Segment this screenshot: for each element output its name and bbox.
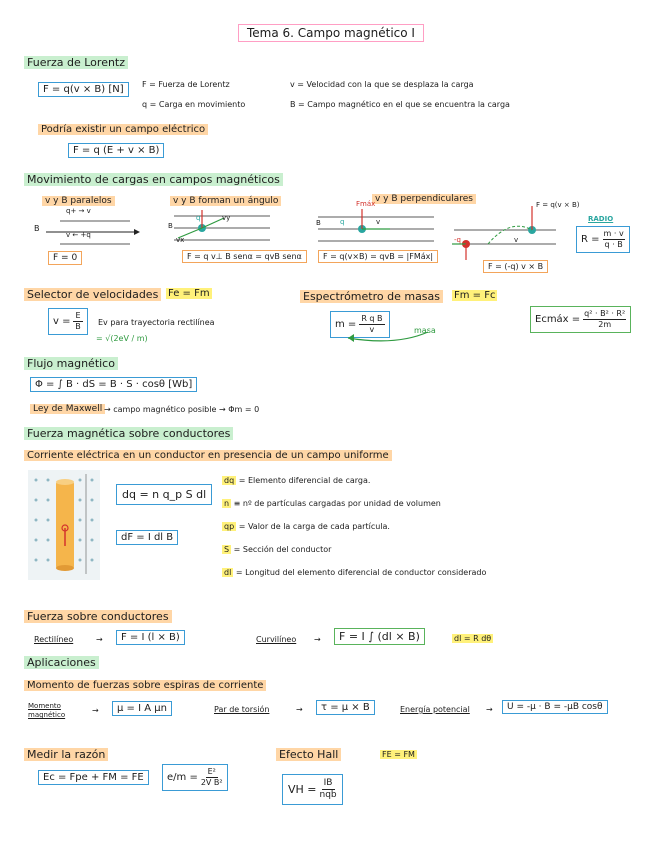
- rectilinear-formula: F = I (l × B): [116, 630, 185, 645]
- case1-b-label: B: [34, 224, 40, 233]
- def-qp: [222, 522, 390, 531]
- def-n-text: ≡ nº de partículas cargadas por unidad de volumen: [231, 499, 441, 508]
- case4-f-label: F = q(v × B): [536, 201, 580, 209]
- rectilinear-arrow: →: [96, 635, 103, 644]
- selector-numerator: E: [75, 311, 81, 320]
- conductors-subheading: Corriente eléctrica en un conductor en presencia de un campo uniforme: [24, 450, 392, 461]
- def-s-key: S: [224, 545, 230, 554]
- case1-result: F = 0: [48, 251, 82, 265]
- spectrometer-heading: Espectrómetro de masas: [300, 290, 443, 303]
- radius-numerator: m · v: [603, 229, 624, 238]
- curvilinear-arrow: →: [314, 635, 321, 644]
- torque-heading: Momento de fuerzas sobre espiras de corriente: [24, 680, 266, 691]
- ec-max-left: Ecmáx =: [535, 314, 581, 325]
- def-dq-text: = Elemento diferencial de carga.: [236, 476, 371, 485]
- case3-fmax-label: Fmáx: [356, 200, 376, 208]
- electric-formula: F = q (E + v × B): [68, 143, 164, 158]
- ec-max-denominator: 2m: [598, 320, 612, 329]
- radius-formula-box: [576, 226, 630, 253]
- ratio-energy-eq: Ec = Fpe + FM = FE: [38, 770, 149, 785]
- def-s: [222, 545, 331, 554]
- lorentz-def-b: B = Campo magnético en el que se encuentra la carga: [290, 100, 510, 109]
- df-formula: dF = I dl B: [116, 530, 178, 545]
- curvilinear-label: Curvilíneo: [256, 635, 297, 644]
- mass-arrow-label: masa: [414, 326, 436, 335]
- case2-result: F = q v⊥ B senα = qvB senα: [182, 250, 307, 263]
- case2-q-label: q: [196, 214, 201, 222]
- flux-heading: Flujo magnético: [24, 357, 118, 370]
- torsion-label: Par de torsión: [214, 705, 270, 714]
- energy-formula: U = -μ · B = -μB cosθ: [502, 700, 608, 714]
- page-title: Tema 6. Campo magnético I: [238, 24, 424, 42]
- def-dl-key: dl: [224, 568, 232, 577]
- def-n: [222, 499, 441, 508]
- maxwell-rest: → campo magnético posible → Φm = 0: [104, 405, 260, 414]
- force-conductors-heading: Fuerza sobre conductores: [24, 610, 172, 623]
- lorentz-def-v: v = Velocidad con la que se desplaza la carga: [290, 80, 474, 89]
- ratio-denominator: 2V B²: [200, 778, 223, 787]
- hall-formula-box: [282, 774, 343, 805]
- case1-title: v y B paralelos: [42, 196, 115, 206]
- case4-result: F = (-q) v × B: [483, 260, 548, 273]
- selector-formula-left: v =: [53, 316, 71, 327]
- movement-heading: Movimiento de cargas en campos magnéticos: [24, 173, 283, 186]
- radius-label: RADIO: [588, 215, 614, 223]
- torsion-formula: τ = μ × B: [316, 700, 375, 715]
- moment-formula: μ = I A μn: [112, 701, 172, 716]
- selector-equality: Fe = Fm: [168, 288, 210, 299]
- moment-label-line1: Momento: [28, 702, 61, 710]
- maxwell-label: Ley de Maxwell: [30, 404, 105, 414]
- spectrometer-denominator: v: [369, 325, 375, 334]
- hall-numerator: IB: [323, 778, 333, 788]
- selector-formula-box: [48, 308, 88, 335]
- case3-q-label: q: [340, 218, 345, 226]
- spectrometer-equality: Fm = Fc: [454, 290, 496, 301]
- ratio-numerator: E²: [207, 767, 216, 776]
- case1-row2: v ← +q: [66, 231, 91, 239]
- dq-formula: dq = n q_p S dl: [116, 484, 212, 505]
- electric-field-note: Podría existir un campo eléctrico: [38, 124, 208, 135]
- def-dq-key: dq: [224, 476, 235, 485]
- torsion-arrow: →: [296, 705, 303, 714]
- ratio-em-left: e/m =: [167, 772, 198, 783]
- def-qp-text: = Valor de la carga de cada partícula.: [236, 522, 390, 531]
- case4-v-label: v: [514, 236, 519, 244]
- lorentz-def-q: q = Carga en movimiento: [142, 100, 246, 109]
- selector-denominator: B: [75, 322, 81, 331]
- def-dl-text: = Longitud del elemento diferencial de conductor considerado: [233, 568, 487, 577]
- energy-arrow: →: [486, 705, 493, 714]
- hall-formula-left: VH =: [288, 783, 317, 796]
- hall-denominator: nqb: [319, 790, 337, 800]
- case3-title: v y B perpendiculares: [372, 194, 476, 204]
- case3-v-label: v: [376, 218, 381, 226]
- radius-denominator: q · B: [604, 240, 623, 249]
- case2-vx-label: vx: [176, 236, 185, 244]
- lorentz-heading: Fuerza de Lorentz: [24, 56, 128, 69]
- case4-diagram: [448, 200, 560, 262]
- selector-alt: = √(2eV / m): [96, 334, 148, 343]
- ec-max-numerator: q² · B² · R²: [584, 309, 626, 318]
- case2-title: v y B forman un ángulo: [170, 196, 281, 206]
- def-s-text: = Sección del conductor: [231, 545, 332, 554]
- flux-formula: Φ = ∫ B · dS = B · S · cosθ [Wb]: [30, 377, 197, 392]
- rectilinear-label: Rectilíneo: [34, 635, 74, 644]
- def-dq: [222, 476, 370, 485]
- selector-heading: Selector de velocidades: [24, 288, 161, 301]
- case3-diagram: [314, 205, 440, 249]
- conductors-heading: Fuerza magnética sobre conductores: [24, 427, 233, 440]
- conductor-illustration: [28, 470, 100, 580]
- applications-heading: Aplicaciones: [24, 656, 99, 669]
- case3-result: F = q(v×B) = qvB = |FMáx|: [318, 250, 438, 263]
- moment-arrow: →: [92, 706, 99, 715]
- radius-formula-left: R =: [581, 234, 600, 245]
- case4-q-label: -q: [454, 236, 461, 244]
- spectrometer-formula-left: m =: [335, 319, 357, 330]
- conductor-drawing: [28, 470, 100, 580]
- energy-label: Energía potencial: [400, 705, 470, 714]
- def-n-key: n: [224, 499, 230, 508]
- spectrometer-numerator: R q B: [361, 314, 383, 323]
- hall-equality: FE = FM: [382, 750, 415, 759]
- moment-label: [28, 702, 65, 720]
- hall-heading: Efecto Hall: [276, 748, 341, 761]
- lorentz-def-f: F = Fuerza de Lorentz: [142, 80, 230, 89]
- case3-b-label: B: [316, 219, 321, 227]
- curvilinear-formula: F = I ∫ (dl × B): [334, 628, 425, 645]
- dl-note: dl = R dθ: [454, 634, 492, 643]
- selector-note: Ev para trayectoria rectilínea: [98, 318, 215, 327]
- ratio-heading: Medir la razón: [24, 748, 108, 761]
- def-dl: [222, 568, 486, 577]
- case2-vy-label: vy: [222, 214, 231, 222]
- ratio-em-box: [162, 764, 228, 791]
- case1-row1: q+ → v: [66, 207, 91, 215]
- def-qp-key: qp: [224, 522, 235, 531]
- ec-max-box: [530, 306, 631, 333]
- moment-label-line2: magnético: [28, 711, 66, 719]
- lorentz-formula: F = q(v × B) [N]: [38, 82, 129, 97]
- case2-b-label: B: [168, 222, 173, 230]
